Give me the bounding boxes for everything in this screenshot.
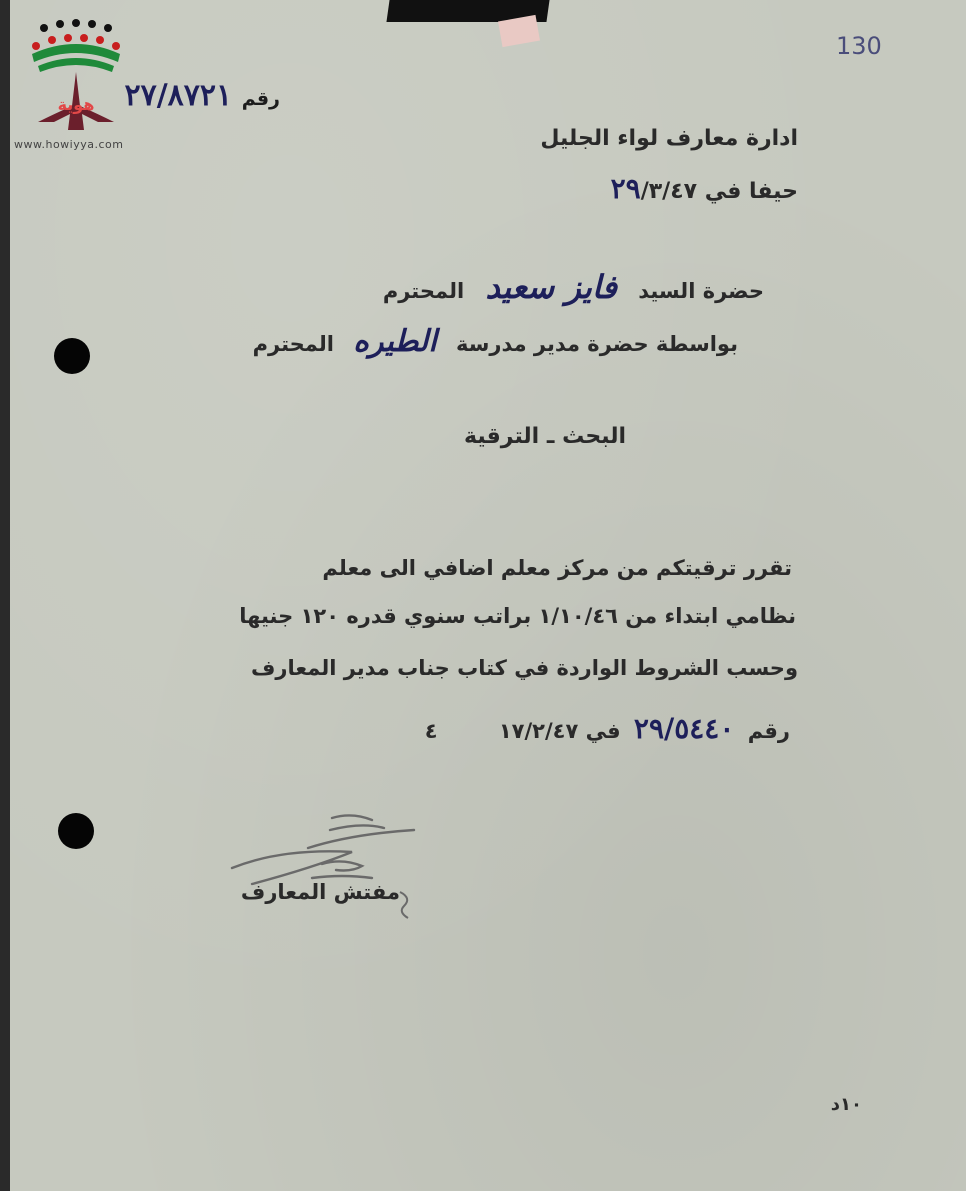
reference-label: رقم xyxy=(241,88,280,110)
ref-number: ٢٩/٥٤٤٠ xyxy=(633,712,735,745)
addressee-line xyxy=(383,268,764,306)
scan-edge xyxy=(0,0,10,1191)
handwritten-signature-icon xyxy=(212,808,424,928)
date-rest: /٣/٤٧ xyxy=(640,179,698,204)
reference-value: ٢٧/٨٧٢١ xyxy=(124,78,233,113)
howiyya-tree-logo-icon xyxy=(14,18,138,152)
ref-date: في ١٧/٢/٤٧ xyxy=(498,719,621,743)
ref-prefix: رقم xyxy=(747,719,790,743)
addressee-suffix: المحترم xyxy=(382,279,465,303)
page-number: 130 xyxy=(836,32,882,60)
footer-mark: ١٠د xyxy=(830,1094,862,1115)
via-suffix: المحترم xyxy=(252,332,334,356)
signature-title: مفتش المعارف xyxy=(240,880,400,904)
svg-text:هوية: هوية xyxy=(57,95,95,114)
addressee-name: فايز سعيد xyxy=(485,268,617,306)
letter-date xyxy=(611,172,798,205)
body-line-1: تقرر ترقيتكم من مركز معلم اضافي الى معلم xyxy=(322,556,792,580)
school-name: الطيره xyxy=(353,324,437,359)
punch-hole-bottom xyxy=(58,813,94,849)
via-prefix: بواسطة حضرة مدير مدرسة xyxy=(455,332,738,356)
watermark-url: www.howiyya.com xyxy=(14,138,124,151)
body-line-3: وحسب الشروط الواردة في كتاب جناب مدير المعارف xyxy=(251,656,798,680)
addressee-prefix: حضرة السيد xyxy=(638,279,764,303)
punch-hole-top xyxy=(54,338,90,374)
reference-number xyxy=(125,78,281,113)
date-prefix: حيفا في xyxy=(704,179,798,204)
logo-people-icon xyxy=(32,19,120,72)
via-line xyxy=(253,324,738,359)
ref-trail: ٤ xyxy=(424,719,438,743)
date-day: ٢٩ xyxy=(610,172,641,205)
subject-line: البحث ـ الترقية xyxy=(464,424,626,449)
body-line-4 xyxy=(425,712,790,745)
issuing-office: ادارة معارف لواء الجليل xyxy=(540,126,798,151)
body-line-2: نظامي ابتداء من ١/١٠/٤٦ براتب سنوي قدره ١٢٠ جنيها xyxy=(239,604,796,628)
